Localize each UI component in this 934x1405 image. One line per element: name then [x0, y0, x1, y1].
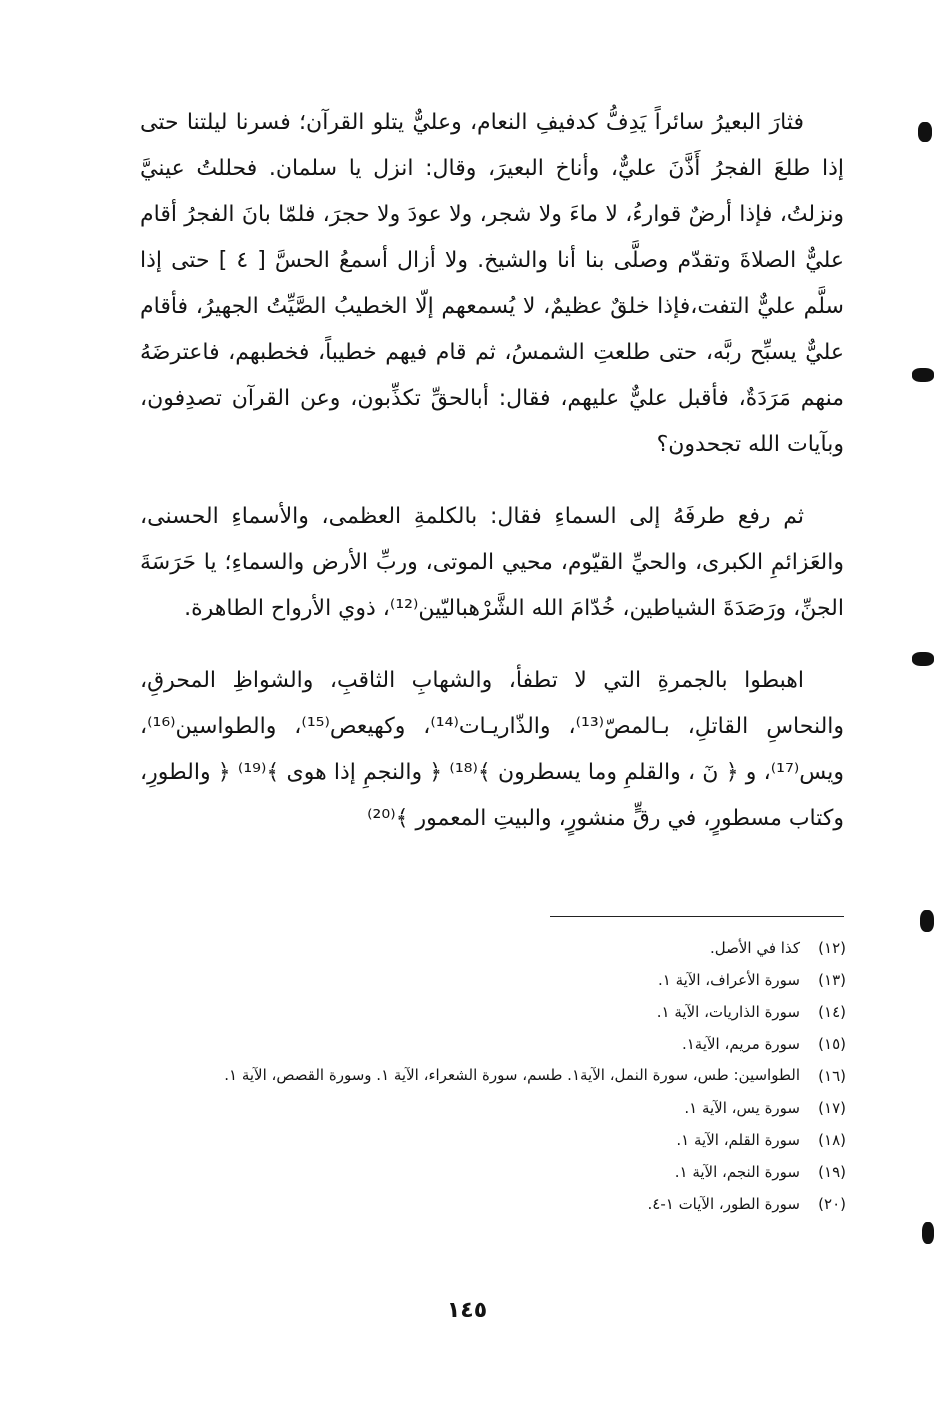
- footnote: [150, 932, 846, 964]
- footnote: [150, 1188, 846, 1220]
- footnote-text: سورة الأعراف، الآية ١.: [657, 971, 800, 989]
- footnote-number: (١٥): [818, 1035, 846, 1053]
- footnote: [150, 1124, 846, 1156]
- footnote: [150, 1028, 846, 1060]
- footnote-text: سورة النجم، الآية ١.: [674, 1163, 800, 1181]
- footnote-number: (١٧): [818, 1099, 846, 1117]
- footnote-number: (٢٠): [818, 1195, 846, 1213]
- body-text: [140, 100, 844, 868]
- footnote-number: (١٩): [818, 1163, 846, 1181]
- footnote-number: (١٣): [818, 971, 846, 989]
- footnote-number: (١٨): [818, 1131, 846, 1149]
- footnote-text: كذا في الأصل.: [710, 939, 800, 957]
- footnote: [150, 964, 846, 996]
- footnote-number: (١٢): [818, 939, 846, 957]
- scan-mark: [918, 122, 932, 142]
- footnote: [150, 996, 846, 1028]
- footnote-text: سورة الذاريات، الآية ١.: [656, 1003, 800, 1021]
- footnote-number: (١٦): [818, 1067, 846, 1085]
- page-number: ١٤٥: [446, 1298, 488, 1323]
- footnotes: [150, 932, 846, 1220]
- scan-mark: [922, 1222, 934, 1244]
- paragraph-3: اهبطوا بالجمرةِ التي لا تطفأ، والشهابِ الثاقبِ، والشواظِ المحرقِ، والنحاسِ القاتلِ، بـالمصّ⁽¹³⁾، والذّاريـات⁽¹⁴⁾، وكهيعص⁽¹⁵⁾، والطواسين⁽¹⁶⁾، ويس⁽¹⁷⁾، و ﴿ نٓ ، والقلمِ وما يسطرون ﴾⁽¹⁸⁾ ﴿ والنجمِ إذا هوى ﴾⁽¹⁹⁾ ﴿ والطورِ، وكتاب مسطورٍ، في رقٍّ منشورٍ، والبيتِ المعمور ﴾⁽²⁰⁾: [140, 668, 845, 831]
- footnote-text: سورة القلم، الآية ١.: [676, 1131, 800, 1149]
- scan-mark: [920, 910, 934, 932]
- scan-mark: [912, 652, 934, 666]
- footnote-number: (١٤): [818, 1003, 846, 1021]
- footnote-text: سورة الطور، الآيات ١-٤.: [647, 1195, 800, 1213]
- footnote-text: سورة مريم، الآية١.: [681, 1035, 800, 1053]
- paragraph-1: فثارَ البعيرُ سائراً يَدِفُّ كدفيفِ النعام، وعليٌّ يتلو القرآن؛ فسرنا ليلتنا حتى إذا طلعَ الفجرُ أَذَّنَ عليٌّ، وأناخ البعيرَ، وقال: انزل يا سلمان. فحللتُ عينيَّ ونزلتُ، فإذا أرضٌ قوارءُ، لا ماءَ ولا شجر، ولا عودَ ولا حجرَ، فلمّا بانَ الفجرُ أقام عليٌّ الصلاةَ وتقدّم وصلَّى بنا أنا والشيخ. ولا أزال أسمعُ الحسَّ [ ٤ ] حتى إذا سلَّم عليٌّ التفت،فإذا خلقٌ عظيمٌ، لا يُسمعهم إلّا الخطيبُ الصَّيِّتُ الجهيرُ، فأقام عليٌّ يسبِّح ربَّه، حتى طلعتِ الشمسُ، ثم قام فيهم خطيباً، فخطبهم، فاعترضَهُ منهم مَرَدَةٌ، فأقبل عليٌّ عليهم، فقال: أبالحقِّ تكذِّبون، وعن القرآن تصدِفون، وبآيات الله تجحدون؟: [140, 110, 844, 457]
- scan-mark: [912, 368, 934, 382]
- footnote: [150, 1060, 846, 1092]
- footnote: [150, 1092, 846, 1124]
- footnote-text: سورة يس، الآية ١.: [684, 1099, 800, 1117]
- footnote-text: الطواسين: طس، سورة النمل، الآية١. طسم، سورة الشعراء، الآية ١. وسورة القصص، الآية ١.: [224, 1066, 800, 1084]
- footnote: [150, 1156, 846, 1188]
- footnote-separator: [550, 916, 844, 917]
- paragraph-2: ثم رفع طرفَهُ إلى السماءِ فقال: بالكلمةِ العظمى، والأسماءِ الحسنى، والعَزائمِ الكبرى، والحيِّ القيّوم، محيي الموتى، وربِّ الأرض والسماءِ؛ يا حَرَسَةَ الجنِّ، ورَصَدَةَ الشياطين، خُدّامَ الله الشَّرْهباليّين⁽¹²⁾، ذوي الأرواح الطاهرة.: [140, 504, 844, 621]
